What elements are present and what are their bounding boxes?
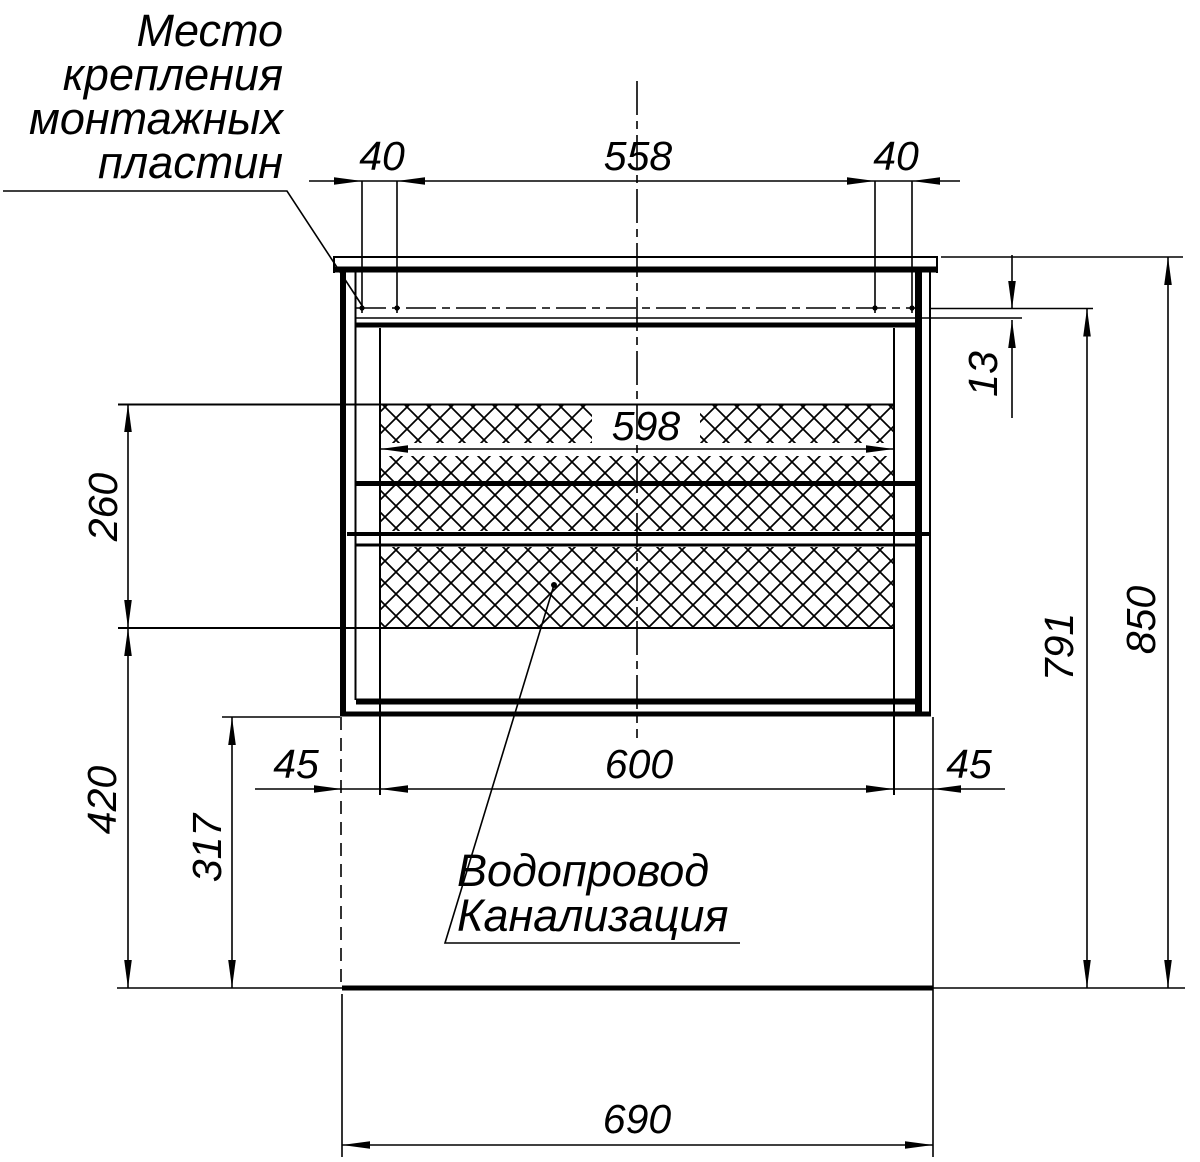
mounting-note-line-1: Место: [136, 5, 283, 56]
mounting-note-leader: [3, 191, 363, 307]
utilities-note-line-2: Канализация: [457, 890, 729, 941]
utilities-note-line-1: Водопровод: [457, 845, 710, 896]
mounting-point-3: [872, 305, 877, 310]
dim-plate-depth: 13: [960, 351, 1006, 397]
mounting-note-line-3: монтажных: [29, 93, 283, 144]
dim-overall-height: 850: [1118, 585, 1164, 655]
mounting-note-line-2: крепления: [62, 49, 283, 100]
dim-bottom-offset-left: 45: [273, 741, 319, 787]
mounting-point-2: [394, 305, 399, 310]
dim-cabinet-width: 690: [602, 1096, 672, 1142]
mounting-point-4: [909, 305, 914, 310]
dim-leg-space-height: 317: [184, 813, 230, 883]
dim-drawer-block-height: 260: [80, 472, 126, 542]
dim-top-span: 558: [603, 133, 673, 179]
dim-top-offset-left: 40: [359, 133, 405, 179]
dim-bottom-offset-right: 45: [946, 741, 992, 787]
mounting-note-line-4: пластин: [98, 137, 283, 188]
dim-underside-height: 420: [79, 765, 125, 835]
dim-drawer-width: 598: [611, 403, 681, 449]
utilities-leader-dot: [551, 582, 557, 588]
dim-plate-height: 791: [1036, 612, 1082, 682]
mounting-point-1: [359, 305, 364, 310]
dim-bottom-span: 600: [604, 741, 674, 787]
dim-top-offset-right: 40: [873, 133, 919, 179]
dimension-labels: [79, 133, 1164, 1142]
